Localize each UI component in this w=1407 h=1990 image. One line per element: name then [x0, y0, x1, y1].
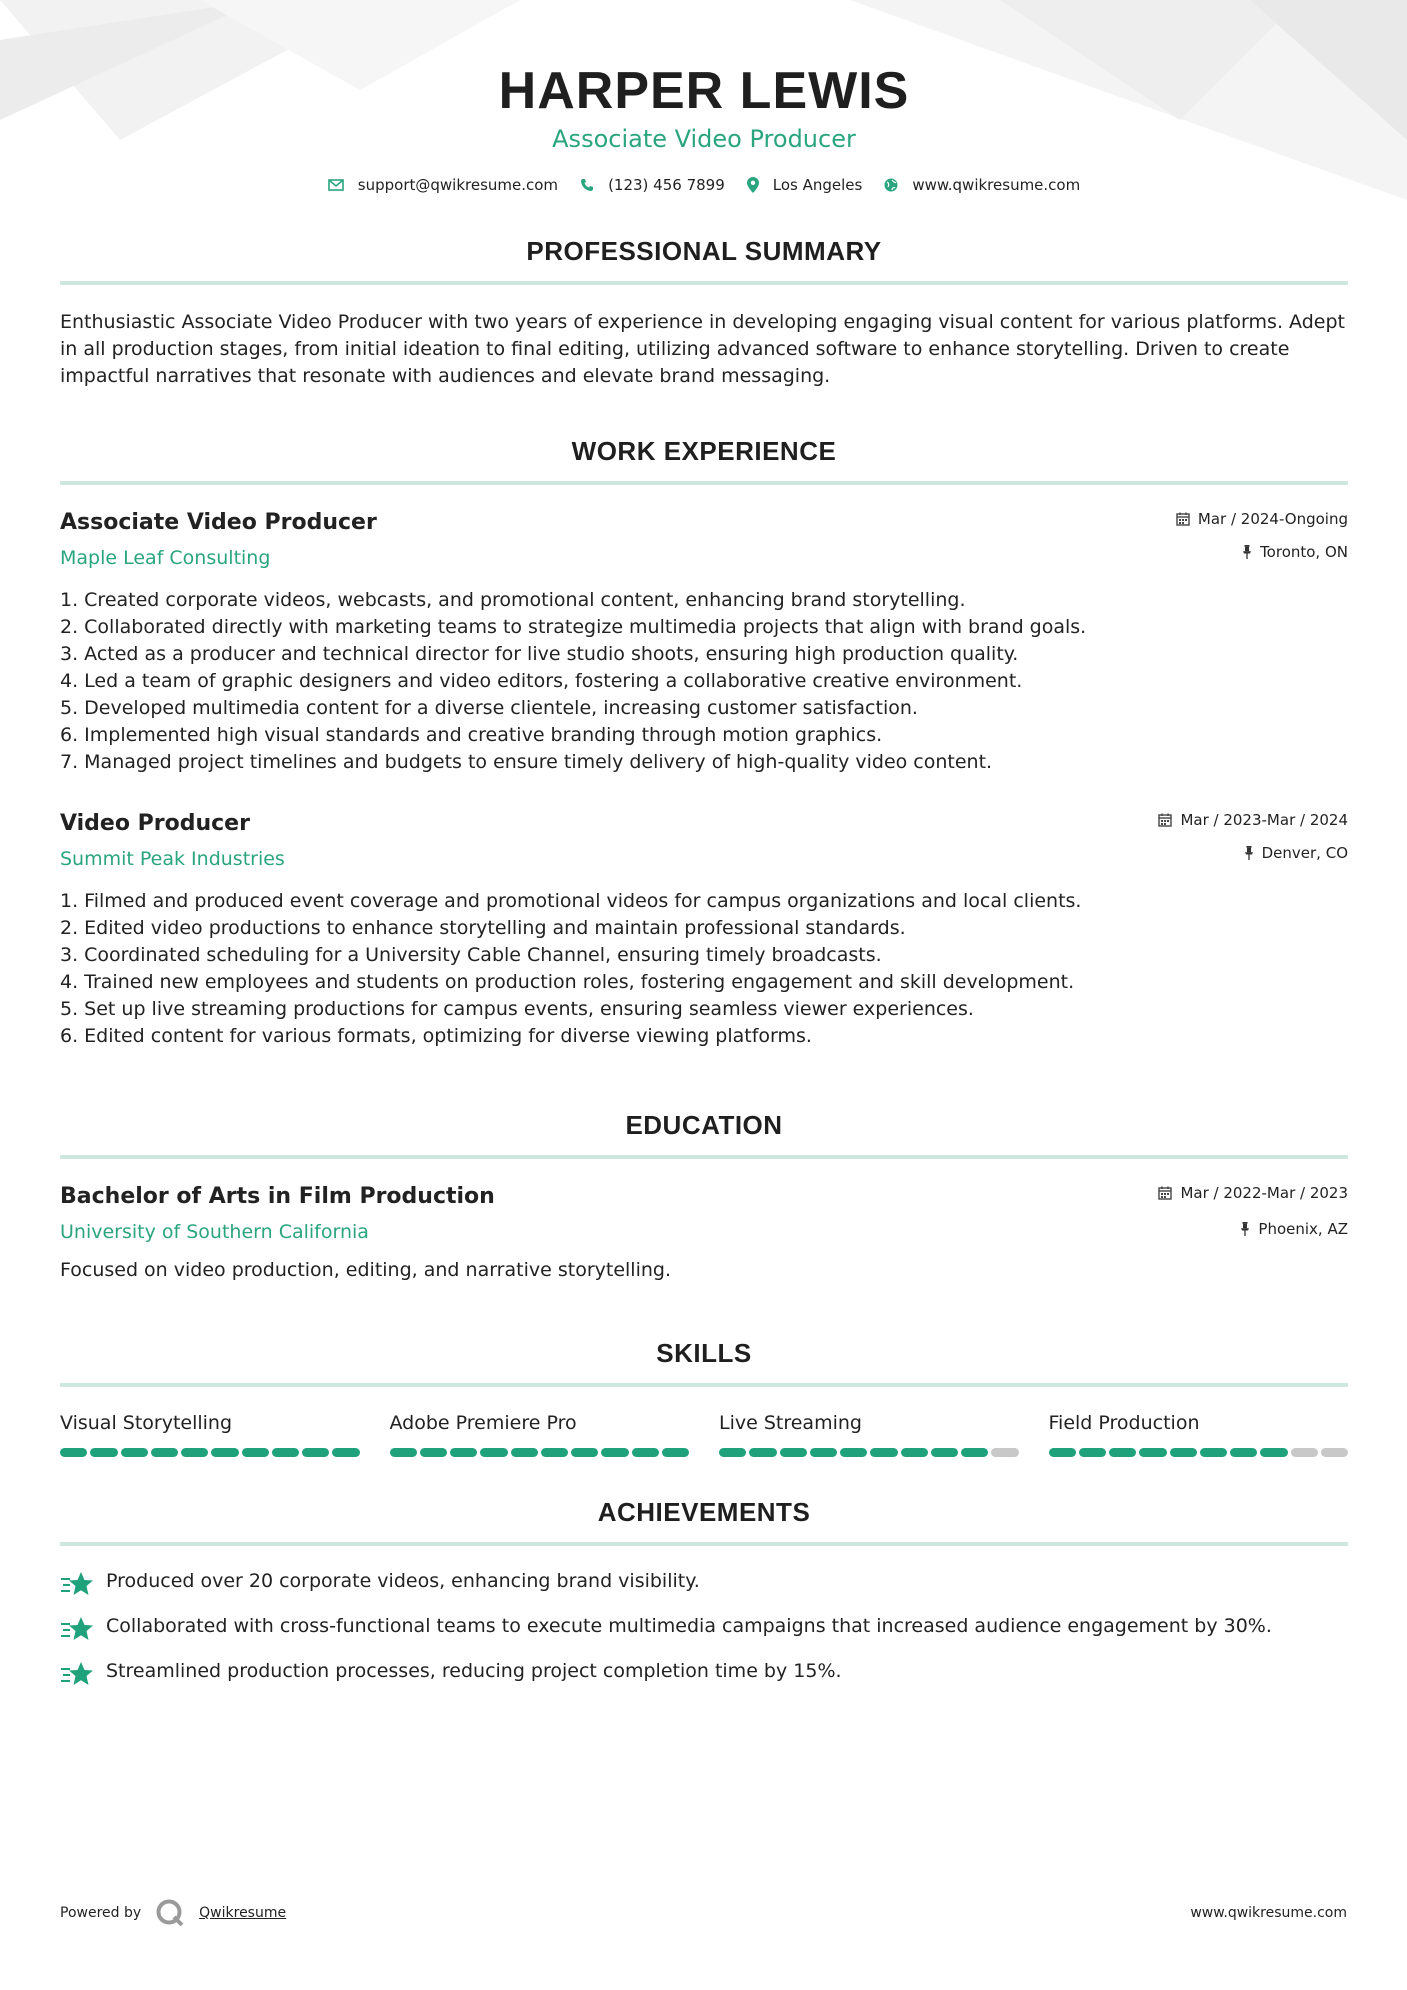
job-company: Summit Peak Industries [60, 848, 285, 870]
skill-level-segment [780, 1448, 807, 1457]
experience-section [60, 436, 1348, 1050]
star-award-icon [60, 1660, 94, 1688]
resume-page [60, 0, 1348, 1703]
achievement-item [60, 1658, 1348, 1688]
skill-level-segment [181, 1448, 208, 1457]
star-award-icon [60, 1615, 94, 1643]
summary-text: Enthusiastic Associate Video Producer with two years of experience in developing engaging visual content for various platforms. Adept in all production stages, from initial ideation to final editing, utilizing advanced software to enhance storytelling. Driven to create impactful narratives that resonate with audiences and elevate brand messaging. [60, 311, 1345, 387]
candidate-title: Associate Video Producer [552, 125, 856, 153]
job-location: Toronto, ON [1176, 542, 1348, 562]
skill-level-segment [541, 1448, 568, 1457]
school-name: University of Southern California [60, 1221, 369, 1243]
skill-level-segment [1079, 1448, 1106, 1457]
skill-level-segment [1291, 1448, 1318, 1457]
skill-level-segment [1109, 1448, 1136, 1457]
skill-level-segment [571, 1448, 598, 1457]
education-section [60, 1110, 1348, 1284]
skills-heading: SKILLS [60, 1338, 1348, 1387]
page-footer [60, 1898, 1347, 1928]
job-title: Video Producer [60, 811, 250, 836]
experience-heading: WORK EXPERIENCE [60, 436, 1348, 485]
phone-icon [580, 178, 594, 192]
skill-level-segment [211, 1448, 238, 1457]
skills-grid [60, 1411, 1348, 1457]
achievement-text: Collaborated with cross-functional teams to execute multimedia campaigns that increased audience engagement by 30%. [106, 1615, 1272, 1637]
skill-level-segment [719, 1448, 746, 1457]
education-entry [60, 1183, 1348, 1284]
powered-by-label: Powered by [60, 1905, 142, 1921]
skill-level-segment [1260, 1448, 1287, 1457]
skill-level-segment [901, 1448, 928, 1457]
job-entry [60, 810, 1348, 1050]
achievement-item [60, 1568, 1348, 1598]
skill-level-segment [1170, 1448, 1197, 1457]
contact-location [747, 176, 863, 194]
skill-level-segment [511, 1448, 538, 1457]
phone-text: (123) 456 7899 [608, 176, 725, 194]
list-item: 2. Edited video productions to enhance storytelling and maintain professional standards. [60, 917, 906, 939]
footer-website[interactable]: www.qwikresume.com [1190, 1905, 1347, 1921]
education-location: Phoenix, AZ [1158, 1219, 1348, 1239]
list-item: 5. Set up live streaming productions for campus events, ensuring seamless viewer experiences. [60, 998, 974, 1020]
job-company: Maple Leaf Consulting [60, 547, 271, 569]
qwikresume-link[interactable]: Qwikresume [199, 1905, 287, 1921]
skill-level-segment [961, 1448, 988, 1457]
skill-name: Adobe Premiere Pro [389, 1412, 577, 1434]
qwikresume-logo-icon [155, 1898, 185, 1928]
list-item: 2. Collaborated directly with marketing teams to strategize multimedia projects that align with brand goals. [60, 616, 1087, 638]
education-heading: EDUCATION [60, 1110, 1348, 1159]
skill-item [1049, 1411, 1349, 1457]
skill-level-segment [991, 1448, 1018, 1457]
skill-item [390, 1411, 690, 1457]
pushpin-icon [1240, 1222, 1250, 1236]
achievements-list [60, 1568, 1348, 1688]
star-award-icon [60, 1570, 94, 1598]
resume-header [60, 0, 1348, 194]
skill-item [60, 1411, 360, 1457]
summary-heading: PROFESSIONAL SUMMARY [60, 236, 1348, 285]
skill-level-segment [1049, 1448, 1076, 1457]
skill-level-segment [840, 1448, 867, 1457]
education-description: Focused on video production, editing, and narrative storytelling. [60, 1259, 671, 1281]
skill-level-segment [810, 1448, 837, 1457]
skill-level-segment [1200, 1448, 1227, 1457]
contact-website[interactable] [884, 176, 1080, 194]
list-item: 4. Trained new employees and students on production roles, fostering engagement and skill development. [60, 971, 1075, 993]
job-bullets [60, 587, 1348, 776]
skill-level-segment [420, 1448, 447, 1457]
job-location: Denver, CO [1158, 843, 1348, 863]
list-item: 7. Managed project timelines and budgets to ensure timely delivery of high-quality video content. [60, 751, 993, 773]
skill-level-segment [931, 1448, 958, 1457]
skill-level-segment [632, 1448, 659, 1457]
contact-phone[interactable] [580, 176, 725, 194]
calendar-icon [1158, 1186, 1172, 1200]
list-item: 3. Acted as a producer and technical director for live studio shoots, ensuring high production quality. [60, 643, 1019, 665]
list-item: 1. Filmed and produced event coverage and promotional videos for campus organizations and local clients. [60, 890, 1082, 912]
skill-level-segment [749, 1448, 776, 1457]
list-item: 4. Led a team of graphic designers and video editors, fostering a collaborative creative environment. [60, 670, 1023, 692]
skill-level-segment [390, 1448, 417, 1457]
envelope-icon [328, 179, 344, 191]
contact-email[interactable] [328, 176, 558, 194]
skill-level-segment [1321, 1448, 1348, 1457]
achievements-section [60, 1497, 1348, 1688]
achievement-item [60, 1613, 1348, 1643]
location-text: Los Angeles [772, 176, 863, 194]
skill-level-bar [60, 1448, 360, 1457]
list-item: 6. Implemented high visual standards and creative branding through motion graphics. [60, 724, 883, 746]
globe-icon [884, 178, 898, 192]
skill-level-segment [870, 1448, 897, 1457]
skill-name: Visual Storytelling [60, 1412, 233, 1434]
skill-item [719, 1411, 1019, 1457]
skill-level-segment [242, 1448, 269, 1457]
achievements-heading: ACHIEVEMENTS [60, 1497, 1348, 1546]
skill-level-segment [302, 1448, 329, 1457]
map-pin-icon [747, 177, 759, 193]
skill-level-bar [719, 1448, 1019, 1457]
skill-level-segment [151, 1448, 178, 1457]
pushpin-icon [1244, 846, 1254, 860]
calendar-icon [1158, 813, 1172, 827]
job-entry [60, 509, 1348, 776]
skill-level-segment [450, 1448, 477, 1457]
list-item: 3. Coordinated scheduling for a University Cable Channel, ensuring timely broadcasts. [60, 944, 882, 966]
education-dates: Mar / 2022-Mar / 2023 [1158, 1183, 1348, 1203]
list-item: 6. Edited content for various formats, optimizing for diverse viewing platforms. [60, 1025, 812, 1047]
skill-level-segment [332, 1448, 359, 1457]
list-item: 5. Developed multimedia content for a diverse clientele, increasing customer satisfaction. [60, 697, 918, 719]
skill-level-bar [390, 1448, 690, 1457]
skill-level-segment [480, 1448, 507, 1457]
website-text: www.qwikresume.com [912, 176, 1081, 194]
skill-level-segment [601, 1448, 628, 1457]
contact-bar [60, 176, 1348, 194]
summary-section [60, 236, 1348, 390]
skill-name: Field Production [1048, 1412, 1200, 1434]
skill-level-segment [90, 1448, 117, 1457]
skill-level-segment [662, 1448, 689, 1457]
list-item: 1. Created corporate videos, webcasts, and promotional content, enhancing brand storytelling. [60, 589, 966, 611]
candidate-name: HARPER LEWIS [498, 62, 910, 120]
skill-level-segment [272, 1448, 299, 1457]
skill-level-segment [60, 1448, 87, 1457]
skill-name: Live Streaming [719, 1412, 862, 1434]
skills-section [60, 1338, 1348, 1457]
achievement-text: Streamlined production processes, reducing project completion time by 15%. [106, 1660, 842, 1682]
job-bullets [60, 888, 1348, 1050]
job-dates: Mar / 2023-Mar / 2024 [1158, 810, 1348, 830]
skill-level-bar [1049, 1448, 1349, 1457]
skill-level-segment [1139, 1448, 1166, 1457]
skill-level-segment [121, 1448, 148, 1457]
skill-level-segment [1230, 1448, 1257, 1457]
achievement-text: Produced over 20 corporate videos, enhancing brand visibility. [106, 1570, 700, 1592]
pushpin-icon [1242, 545, 1252, 559]
email-text: support@qwikresume.com [357, 176, 559, 194]
calendar-icon [1176, 512, 1190, 526]
job-dates: Mar / 2024-Ongoing [1176, 509, 1348, 529]
job-title: Associate Video Producer [60, 510, 377, 535]
degree-title: Bachelor of Arts in Film Production [60, 1184, 495, 1209]
